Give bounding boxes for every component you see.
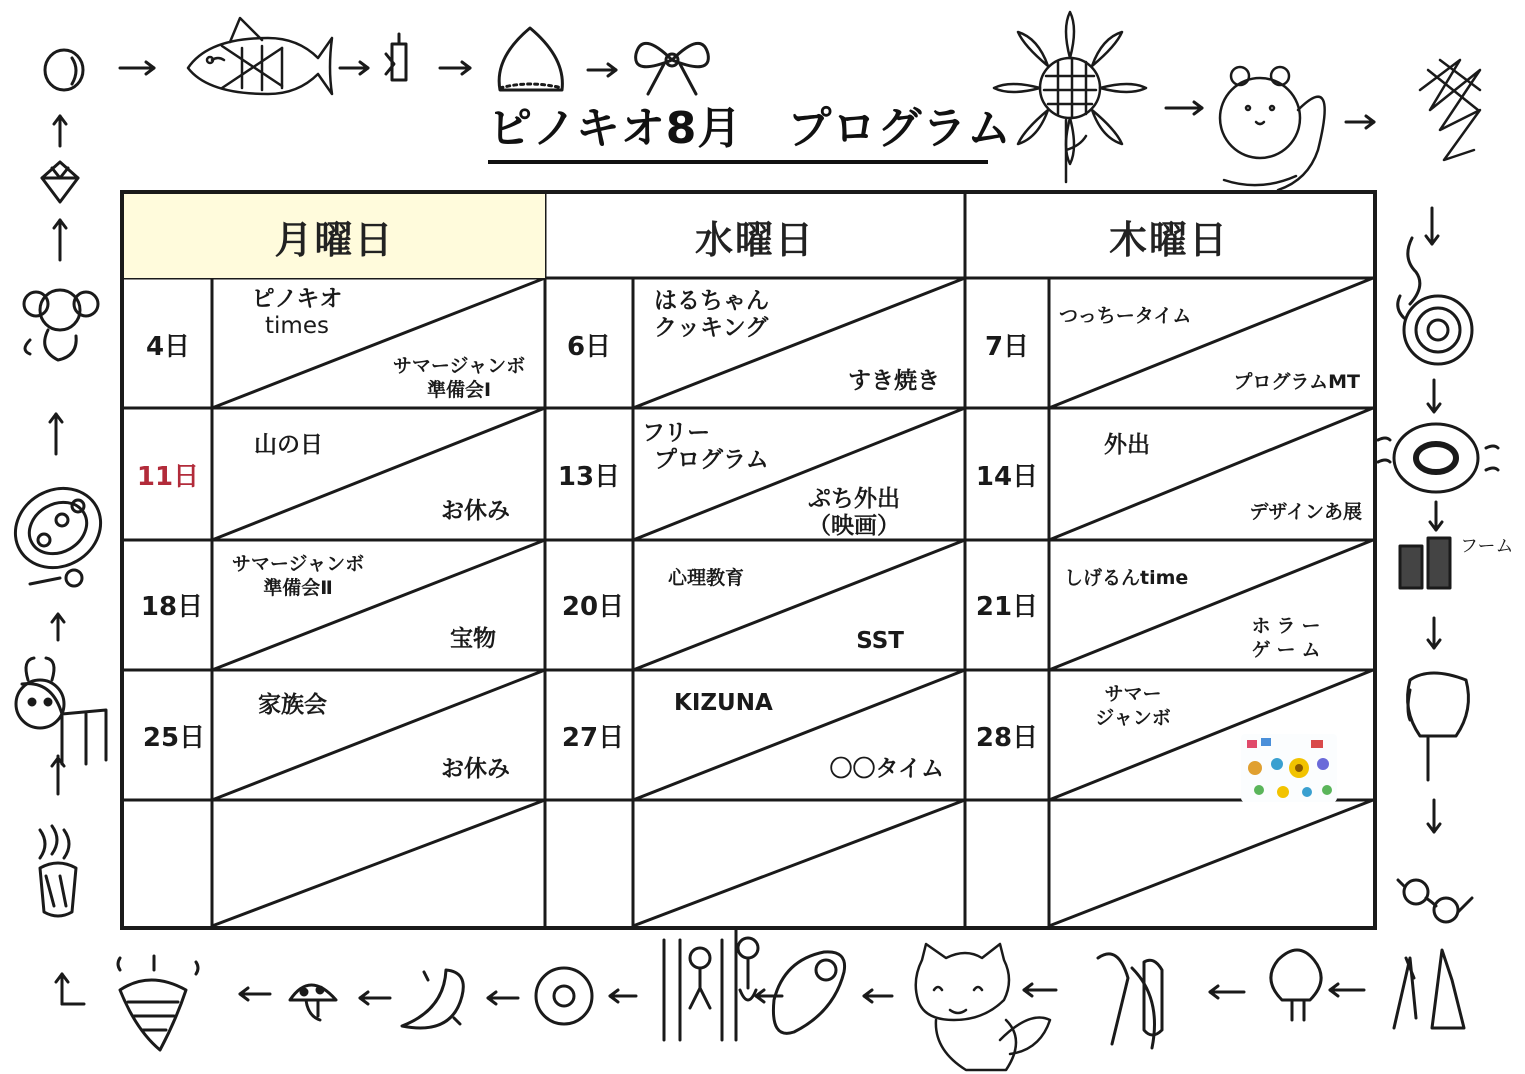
arrow-left-icon [756, 990, 782, 1002]
squirrel-icon [1220, 67, 1325, 190]
day-number: 18日 [140, 591, 204, 622]
arrow-left-icon [610, 990, 636, 1002]
bottom-activity: 宝物 [450, 626, 496, 652]
bird-icon [1098, 954, 1162, 1048]
arrow-right-icon [1346, 116, 1374, 128]
day-number: 14日 [975, 461, 1039, 492]
header-thursday: 木曜日 [1108, 217, 1229, 262]
diagonal-divider [633, 540, 965, 670]
schedule-table [120, 190, 1377, 930]
top-activity: サマージャンボ 準備会Ⅱ [231, 553, 365, 599]
summer-sticker-image [1241, 734, 1337, 802]
bagel-icon [536, 968, 592, 1024]
candle-icon [386, 34, 406, 80]
spiral-icon [1398, 296, 1472, 364]
tree-icon [1271, 950, 1321, 1020]
arrow-right-icon [1166, 102, 1202, 114]
top-activity: 家族会 [258, 692, 327, 718]
bottom-activity: すき焼き [848, 368, 940, 394]
spinning-top-icon [118, 956, 198, 1050]
arrow-left-icon [488, 992, 518, 1004]
arrow-left-icon [864, 990, 892, 1002]
day-number: 11日 [136, 461, 200, 492]
bottom-activity: ホラー ゲーム [1251, 615, 1327, 661]
people-icon [664, 930, 758, 1040]
diamond-icon [42, 162, 78, 202]
arrow-up-icon [56, 974, 84, 1004]
day-number: 6日 [566, 331, 612, 362]
top-activity: しげるんtime [1064, 567, 1189, 589]
arrow-right-icon [340, 62, 368, 74]
arrow-down-icon [1430, 502, 1442, 530]
day-number: 7日 [984, 331, 1030, 362]
bottom-activity: プログラムMT [1233, 371, 1360, 393]
ribbon-icon [636, 43, 709, 94]
bottom-activity: ぷち外出 （映画） [808, 486, 900, 539]
arrow-left-icon [240, 988, 270, 1000]
bottom-activity: 〇〇タイム [829, 756, 944, 782]
fox-icon [916, 944, 1050, 1070]
arrow-down-icon [1428, 800, 1440, 832]
header-wednesday: 水曜日 [694, 217, 815, 262]
arrow-left-icon [1024, 984, 1056, 996]
day-number: 13日 [557, 461, 621, 492]
bottom-activity: お休み [441, 756, 510, 782]
arrow-right-icon [440, 62, 470, 74]
top-activity: ピノキオ times [251, 286, 343, 339]
donut-icon [1378, 424, 1498, 492]
arrow-left-icon [1330, 984, 1364, 996]
top-activity: 心理教育 [668, 567, 745, 589]
day-number: 28日 [975, 722, 1039, 753]
diagonal-divider [1049, 800, 1373, 926]
ball-icon [45, 50, 83, 90]
diagonal-divider [212, 800, 545, 926]
arrow-up-icon [54, 220, 66, 260]
day-number: 21日 [975, 591, 1039, 622]
header-monday: 月曜日 [124, 194, 545, 278]
monkey-icon [24, 290, 98, 360]
top-activity: 山の日 [254, 432, 323, 458]
arrow-left-icon [1210, 986, 1244, 998]
mushroom-icon [290, 985, 336, 1020]
bottom-activity: サマージャンボ 準備会Ⅰ [392, 355, 526, 401]
day-number: 27日 [561, 722, 625, 753]
top-activity: つっちータイム [1059, 305, 1192, 327]
bottom-activity: お休み [441, 498, 510, 524]
worm-icon [1408, 238, 1420, 304]
arrow-left-icon [360, 992, 390, 1004]
goat-icon [16, 658, 106, 764]
glasses-icon [1398, 880, 1472, 922]
chestnut-icon [499, 28, 562, 90]
arrow-right-icon [588, 64, 616, 76]
day-number: 4日 [145, 331, 191, 362]
page-title: ピノキオ8月 プログラム [488, 100, 988, 164]
scribble-icon [1420, 60, 1480, 160]
plate-icon [1, 473, 115, 586]
top-activity: フリー プログラム [642, 420, 769, 473]
candy-apple-icon [1408, 673, 1469, 780]
bottom-activity: デザインあ展 [1249, 501, 1362, 523]
arrow-up-icon [54, 116, 66, 146]
bottom-activity: SST [856, 628, 904, 654]
sunflower-icon [994, 12, 1146, 182]
fish-icon [188, 18, 332, 94]
arrow-up-icon [50, 414, 62, 454]
margin-note: フーム [1460, 536, 1514, 557]
diagonal-divider [633, 800, 965, 926]
arrow-right-icon [120, 62, 154, 74]
top-activity: はるちゃん クッキング [654, 288, 769, 341]
top-activity: KIZUNA [674, 690, 773, 716]
day-number: 25日 [142, 722, 206, 753]
cup-icon [40, 826, 76, 916]
arrow-up-icon [52, 614, 64, 640]
arrow-down-icon [1428, 618, 1440, 648]
arrow-down-icon [1428, 380, 1440, 412]
arrow-down-icon [1426, 208, 1438, 244]
blocks-icon [1400, 538, 1450, 588]
trees-icon [1394, 950, 1464, 1028]
moon-icon [402, 970, 463, 1028]
top-activity: 外出 [1104, 432, 1150, 458]
top-activity: サマー ジャンボ [1095, 683, 1171, 729]
bundle-icon [773, 952, 844, 1034]
day-number: 20日 [561, 591, 625, 622]
